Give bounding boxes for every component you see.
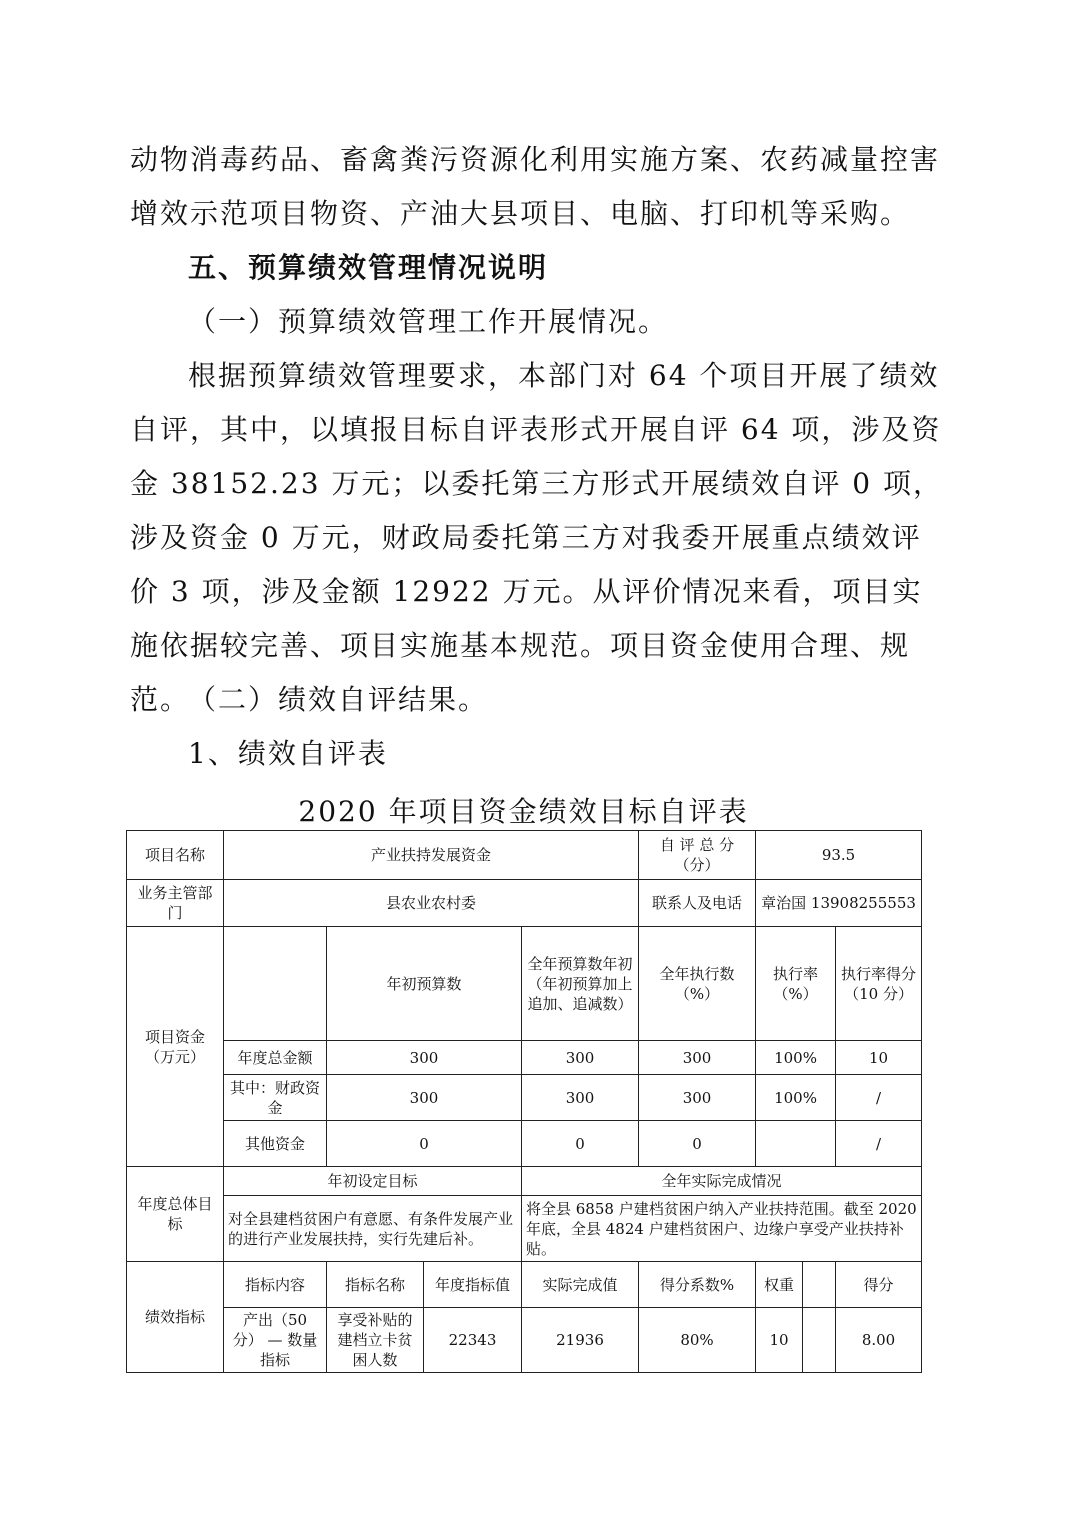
perf-cell-blank: [803, 1308, 836, 1373]
table-row: [127, 1196, 922, 1262]
goal-set-label: 年初设定目标: [224, 1167, 522, 1196]
table-row: [127, 880, 922, 927]
table-row: [127, 1121, 922, 1167]
funds-cell: 300: [327, 1041, 522, 1075]
funds-cell: 0: [522, 1121, 639, 1167]
perf-cell-score: 8.00: [836, 1308, 922, 1373]
perf-header-blank: [803, 1262, 836, 1308]
funds-cell: 100%: [756, 1041, 836, 1075]
goal-actual-label: 全年实际完成情况: [522, 1167, 922, 1196]
funds-cell: /: [836, 1121, 922, 1167]
dept-label: 业务主管部门: [127, 880, 224, 927]
perf-cell-actual: 21936: [522, 1308, 639, 1373]
funds-row-label: 其中：财政资金: [224, 1075, 327, 1121]
evaluation-table: [126, 830, 922, 1373]
funds-header-initial: 年初预算数: [327, 927, 522, 1041]
table-title: 2020 年项目资金绩效目标自评表: [298, 795, 749, 828]
goal-actual-text: 将全县 6858 户建档贫困户纳入产业扶持范围。截至 2020 年底，全县 4824 户建档贫困户、边缘户享受产业扶持补贴。: [522, 1196, 922, 1262]
funds-label: 项目资金（万元）: [127, 927, 224, 1167]
table-row: [127, 831, 922, 880]
project-name-value: 产业扶持发展资金: [224, 831, 639, 880]
table-row: [127, 927, 922, 1041]
perf-header-actual: 实际完成值: [522, 1262, 639, 1308]
perf-label: 绩效指标: [127, 1262, 224, 1373]
perf-cell-weight: 10: [756, 1308, 803, 1373]
funds-cell: 300: [327, 1075, 522, 1121]
funds-cell: 100%: [756, 1075, 836, 1121]
perf-cell-coef: 80%: [639, 1308, 756, 1373]
perf-header-coef: 得分系数%: [639, 1262, 756, 1308]
perf-cell-name: 享受补贴的建档立卡贫困人数: [327, 1308, 424, 1373]
subsection-heading-1: （一）预算绩效管理工作开展情况。: [188, 305, 669, 338]
funds-cell: 300: [522, 1041, 639, 1075]
funds-cell: [756, 1121, 836, 1167]
goal-set-text: 对全县建档贫困户有意愿、有条件发展产业的进行产业发展扶持，实行先建后补。: [224, 1196, 522, 1262]
funds-row-label: 其他资金: [224, 1121, 327, 1167]
funds-cell: /: [836, 1075, 922, 1121]
perf-header-content: 指标内容: [224, 1262, 327, 1308]
table-row: [127, 1041, 922, 1075]
contact-value: 章治国 13908255553: [756, 880, 922, 927]
funds-row-label: 年度总金额: [224, 1041, 327, 1075]
subsection-heading-2: （二）绩效自评结果。: [188, 683, 489, 716]
list-item-1: 1、绩效自评表: [188, 737, 388, 770]
section-heading-5: 五、预算绩效管理情况说明: [188, 251, 549, 284]
table-row: [127, 1262, 922, 1308]
funds-cell: 0: [639, 1121, 756, 1167]
perf-header-weight: 权重: [756, 1262, 803, 1308]
score-value: 93.5: [756, 831, 922, 880]
funds-header-executed: 全年执行数（%）: [639, 927, 756, 1041]
contact-label: 联系人及电话: [639, 880, 756, 927]
paragraph-procurement: 动物消毒药品、畜禽粪污资源化利用实施方案、农药减量控害增效示范项目物资、产油大县项目、电脑、打印机等采购。: [130, 143, 941, 230]
perf-header-score: 得分: [836, 1262, 922, 1308]
perf-cell-annual: 22343: [424, 1308, 522, 1373]
dept-value: 县农业农村委: [224, 880, 639, 927]
perf-header-name: 指标名称: [327, 1262, 424, 1308]
funds-header-blank: [224, 927, 327, 1041]
perf-header-annual: 年度指标值: [424, 1262, 522, 1308]
funds-header-rate: 执行率（%）: [756, 927, 836, 1041]
funds-header-score: 执行率得分（10 分）: [836, 927, 922, 1041]
funds-cell: 10: [836, 1041, 922, 1075]
table-row: [127, 1075, 922, 1121]
funds-cell: 300: [522, 1075, 639, 1121]
table-row: [127, 1167, 922, 1196]
paragraph-performance-management: 根据预算绩效管理要求，本部门对 64 个项目开展了绩效自评，其中，以填报目标自评表形式开展自评 64 项，涉及资金 38152.23 万元；以委托第三方形式开展绩效自评 0 项，涉及资金 0 万元，财政局委托第三方对我委开展重点绩效评价 3 项，涉及金额 12922 万元。从评价情况来看，项目实施依据较完善、项目实施基本规范。项目资金使用合理、规范。: [130, 359, 944, 716]
project-name-label: 项目名称: [127, 831, 224, 880]
score-label: 自 评 总 分（分）: [639, 831, 756, 880]
perf-cell-content: 产出（50 分） — 数量指标: [224, 1308, 327, 1373]
funds-cell: 0: [327, 1121, 522, 1167]
funds-cell: 300: [639, 1075, 756, 1121]
goal-label: 年度总体目标: [127, 1167, 224, 1262]
funds-cell: 300: [639, 1041, 756, 1075]
funds-header-annual: 全年预算数年初（年初预算加上追加、追减数）: [522, 927, 639, 1041]
table-row: [127, 1308, 922, 1373]
